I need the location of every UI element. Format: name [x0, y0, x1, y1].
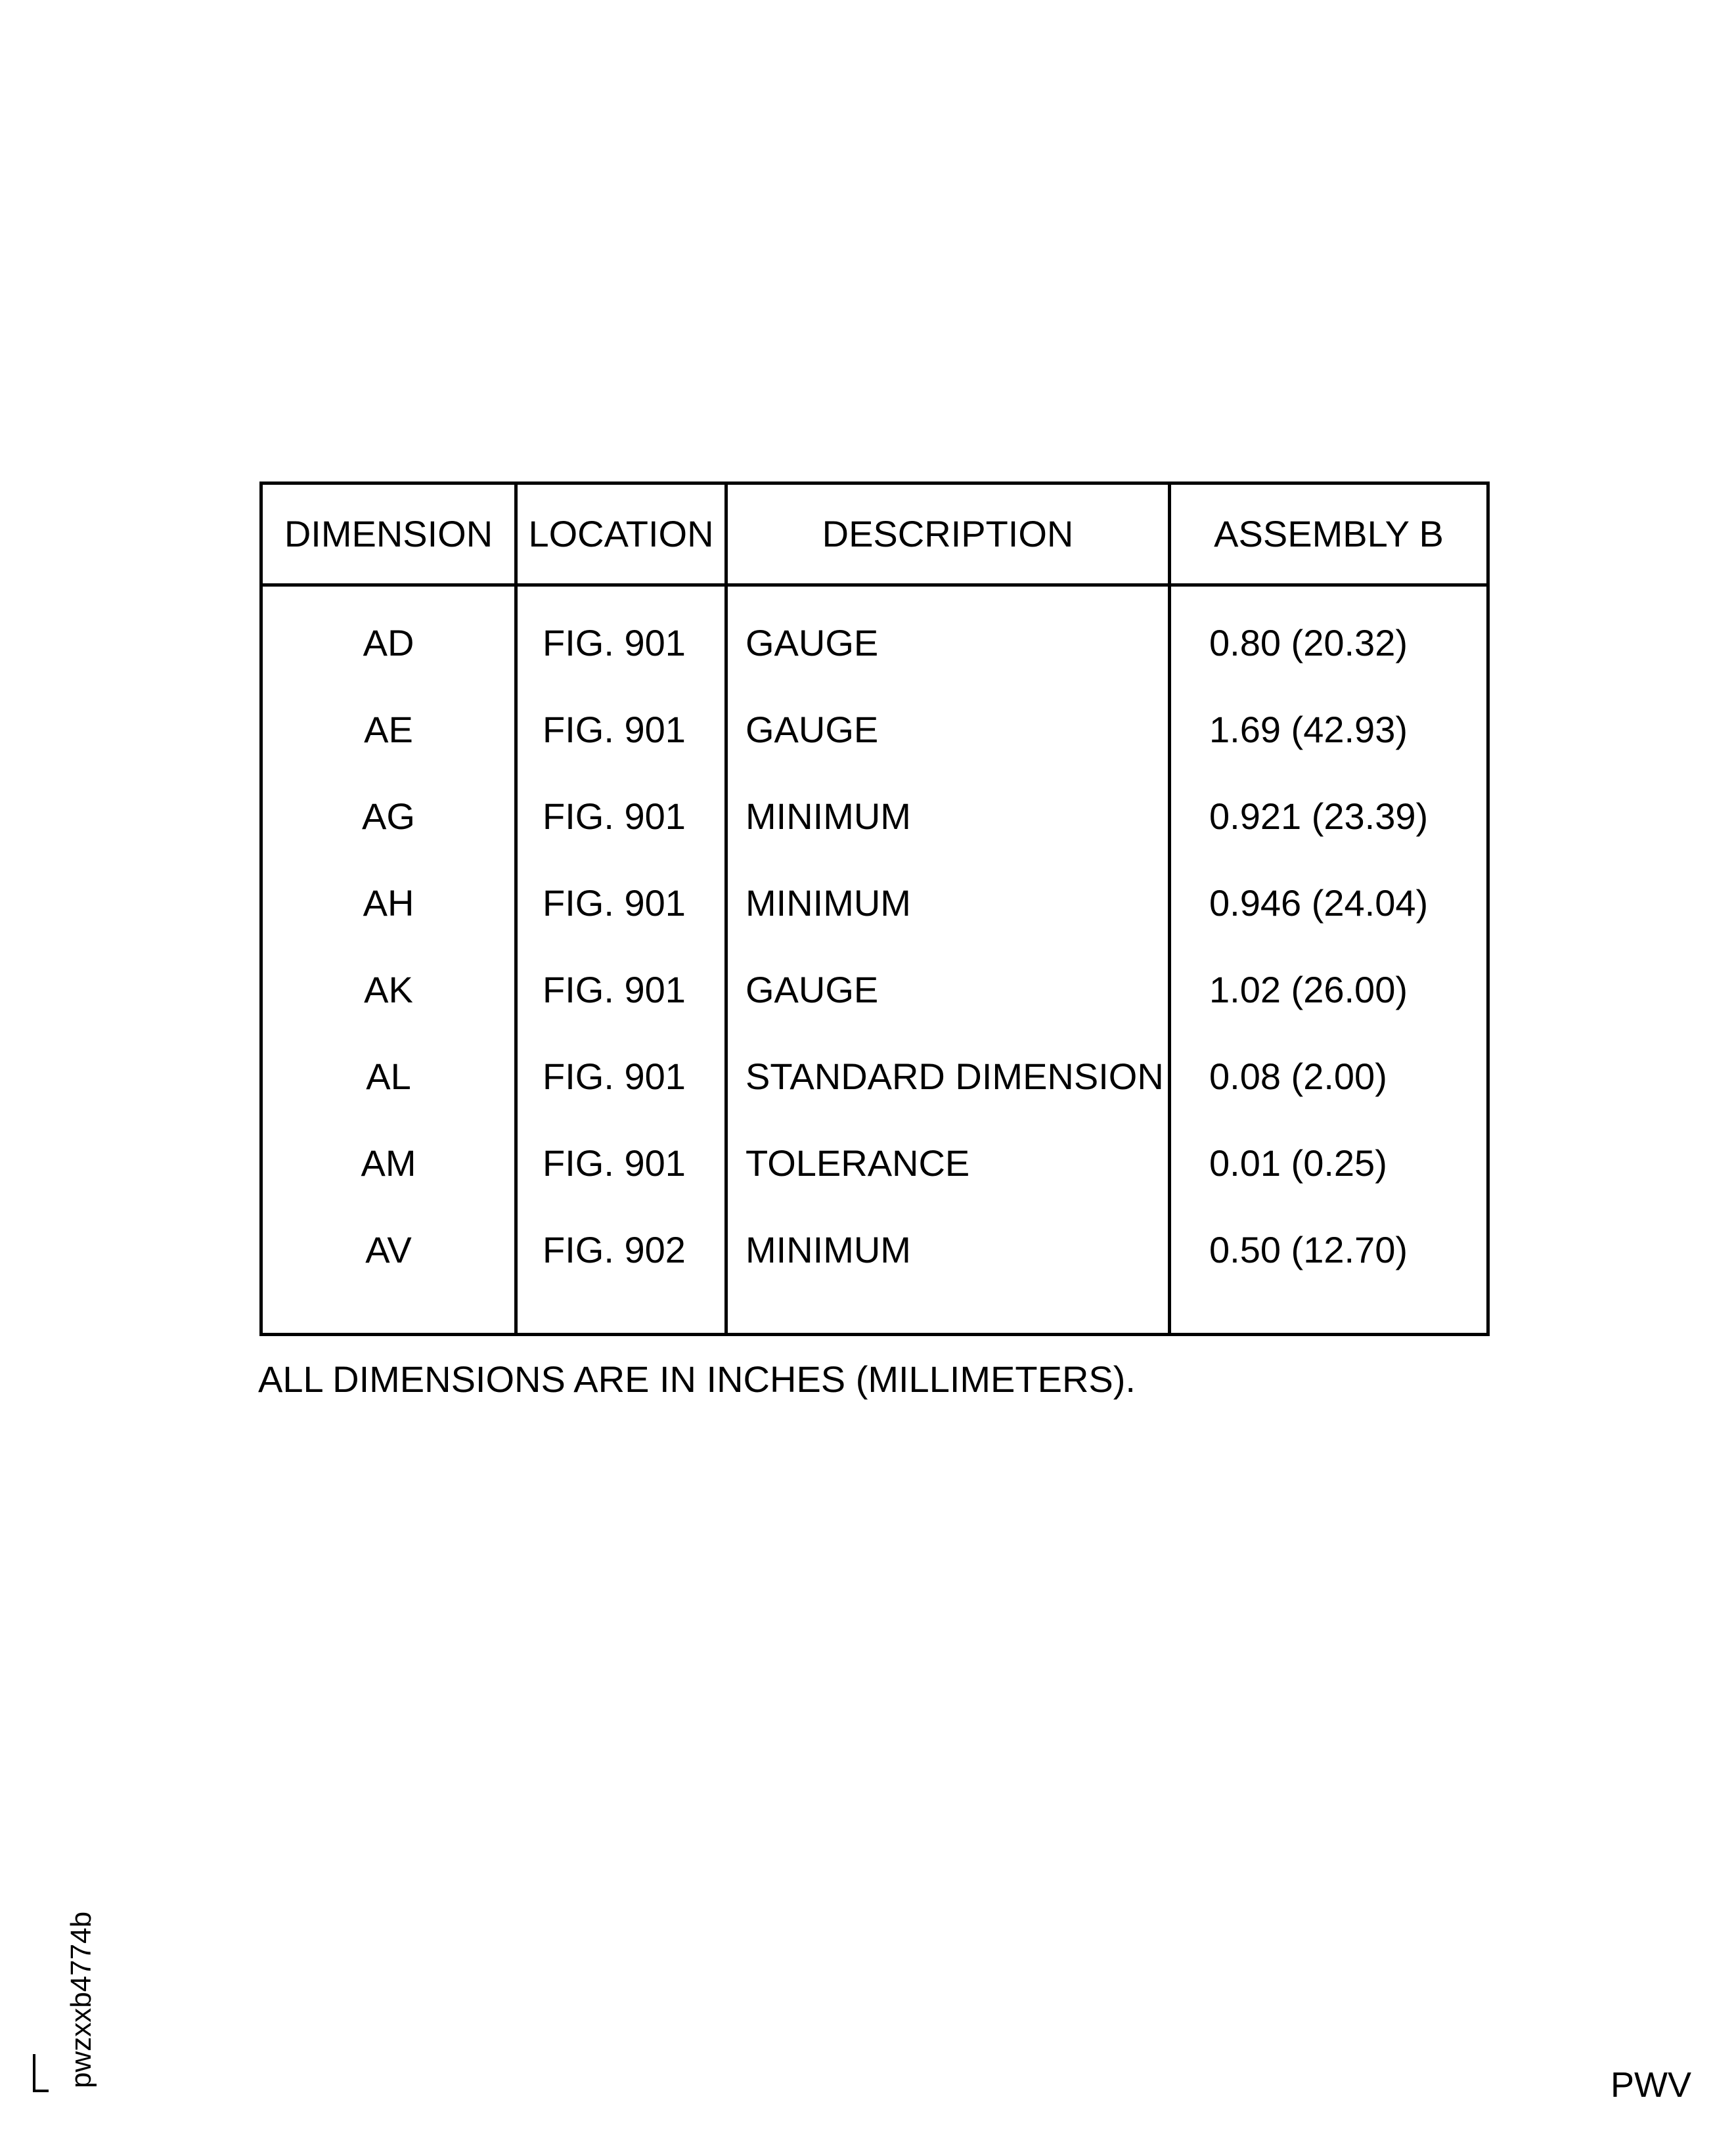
cell-location: FIG. 901 [516, 860, 726, 947]
cell-location: FIG. 902 [516, 1207, 726, 1335]
cell-dimension: AG [261, 773, 516, 860]
cell-dimension: AM [261, 1120, 516, 1207]
cell-dimension: AL [261, 1033, 516, 1120]
cell-description: STANDARD DIMENSION [726, 1033, 1170, 1120]
table-row [261, 686, 1488, 773]
cell-description: TOLERANCE [726, 1120, 1170, 1207]
cell-assembly-b: 0.921 (23.39) [1170, 773, 1488, 860]
cell-description: MINIMUM [726, 860, 1170, 947]
cell-dimension: AD [261, 585, 516, 687]
cell-location: FIG. 901 [516, 1033, 726, 1120]
cell-assembly-b: 0.50 (12.70) [1170, 1207, 1488, 1335]
table-row [261, 585, 1488, 687]
cell-assembly-b: 0.01 (0.25) [1170, 1120, 1488, 1207]
units-note: ALL DIMENSIONS ARE IN INCHES (MILLIMETERS). [258, 1358, 1136, 1400]
cell-location: FIG. 901 [516, 773, 726, 860]
cell-dimension: AH [261, 860, 516, 947]
cell-location: FIG. 901 [516, 1120, 726, 1207]
cell-description: GAUGE [726, 686, 1170, 773]
cell-location: FIG. 901 [516, 585, 726, 687]
cell-dimension: AV [261, 1207, 516, 1335]
cell-dimension: AE [261, 686, 516, 773]
table-header-row [261, 483, 1488, 585]
table-row [261, 1033, 1488, 1120]
dimensions-table [259, 482, 1490, 1336]
table-row [261, 947, 1488, 1033]
header-description: DESCRIPTION [726, 483, 1170, 585]
cell-assembly-b: 0.08 (2.00) [1170, 1033, 1488, 1120]
cell-description: GAUGE [726, 585, 1170, 687]
cell-description: MINIMUM [726, 1207, 1170, 1335]
cell-assembly-b: 1.02 (26.00) [1170, 947, 1488, 1033]
side-code-block [18, 1882, 97, 2092]
cell-assembly-b: 0.80 (20.32) [1170, 585, 1488, 687]
header-location: LOCATION [516, 483, 726, 585]
table-row [261, 1120, 1488, 1207]
side-code-text: pwzxxb4774b [65, 1911, 97, 2088]
cell-location: FIG. 901 [516, 686, 726, 773]
header-assembly-b: ASSEMBLY B [1170, 483, 1488, 585]
corner-label: PWV [1610, 2065, 1691, 2105]
cell-dimension: AK [261, 947, 516, 1033]
cell-description: MINIMUM [726, 773, 1170, 860]
cell-description: GAUGE [726, 947, 1170, 1033]
table-row [261, 773, 1488, 860]
corner-bracket [33, 2054, 49, 2092]
cell-location: FIG. 901 [516, 947, 726, 1033]
cell-assembly-b: 1.69 (42.93) [1170, 686, 1488, 773]
table-row [261, 860, 1488, 947]
cell-assembly-b: 0.946 (24.04) [1170, 860, 1488, 947]
header-dimension: DIMENSION [261, 483, 516, 585]
table-row [261, 1207, 1488, 1335]
